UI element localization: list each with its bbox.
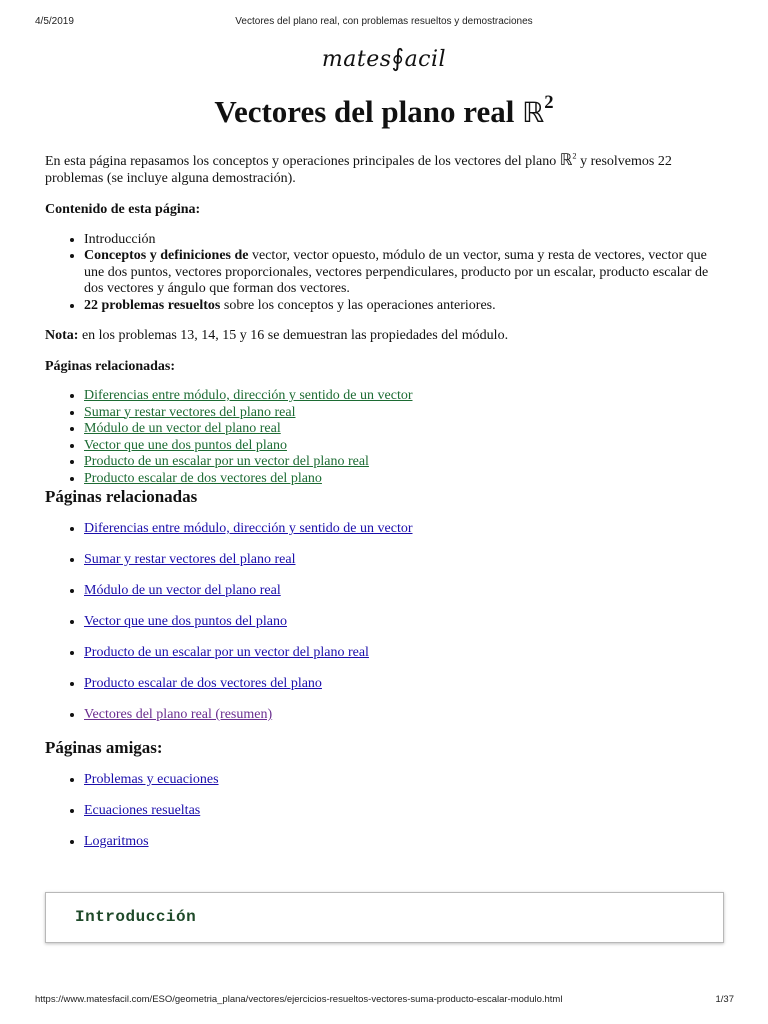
list-item <box>84 521 725 537</box>
friend-pages-heading: Páginas amigas: <box>45 738 163 757</box>
logo-text-left: mates <box>321 47 392 72</box>
related-link-module-direction[interactable]: Diferencias entre módulo, dirección y sentido de un vector <box>84 388 413 403</box>
note-label: Nota: <box>45 328 79 343</box>
list-item <box>84 552 725 568</box>
related-link-module[interactable]: Módulo de un vector del plano real <box>84 421 281 436</box>
list-item <box>84 471 725 488</box>
list-item <box>84 388 725 405</box>
contents-item <box>84 248 725 298</box>
contents-item-bold: Conceptos y definiciones de <box>84 248 249 263</box>
list-item <box>84 707 725 723</box>
related-pages-inline-list <box>45 388 725 487</box>
title-exponent: 2 <box>544 92 554 114</box>
friend-pages-list <box>45 772 725 850</box>
related-page-link[interactable]: Diferencias entre módulo, dirección y sentido de un vector <box>84 521 413 536</box>
logo-text-right: acil <box>404 47 447 72</box>
list-item <box>84 645 725 661</box>
list-item <box>84 421 725 438</box>
friend-page-link[interactable]: Ecuaciones resueltas <box>84 803 201 818</box>
introduction-section-box <box>45 892 724 943</box>
related-page-link[interactable]: Producto escalar de dos vectores del plano <box>84 676 322 691</box>
list-item <box>84 676 725 692</box>
related-link-two-points[interactable]: Vector que une dos puntos del plano <box>84 437 287 453</box>
list-item <box>84 405 725 422</box>
intro-text-2: y resolvemos 22 problemas (se incluye alguna demostración). <box>45 154 672 186</box>
real-plane-symbol: ℝ <box>522 96 545 129</box>
print-header <box>0 16 768 30</box>
related-link-dot-product[interactable]: Producto escalar de dos vectores del plano <box>84 470 322 486</box>
list-item <box>84 438 725 455</box>
print-page-number: 1/37 <box>715 994 734 1005</box>
related-link-add-subtract[interactable]: Sumar y restar vectores del plano real <box>84 404 296 420</box>
contents-item <box>84 298 725 315</box>
print-footer <box>0 994 768 1008</box>
contents-item-bold: 22 problemas resueltos <box>84 297 221 313</box>
friend-page-link[interactable]: Problemas y ecuaciones <box>84 772 219 787</box>
contents-item-text: sobre los conceptos y las operaciones anteriores. <box>220 297 496 313</box>
related-page-link[interactable]: Producto de un escalar por un vector del plano real <box>84 645 369 660</box>
logo-integral-icon: ∮ <box>391 44 405 72</box>
related-page-link-visited[interactable]: Vectores del plano real (resumen) <box>84 707 273 722</box>
contents-list <box>45 232 725 315</box>
related-pages-list <box>45 521 725 723</box>
list-item <box>84 803 725 819</box>
contents-item <box>84 232 725 249</box>
page-title <box>0 92 768 133</box>
related-link-scalar-product[interactable]: Producto de un escalar por un vector del plano real <box>84 454 369 469</box>
contents-item-text: vector, vector opuesto, módulo de un vector, suma y resta de vectores, vector que une dos puntos, vectores proporcionales, vectores perpendiculares, producto por un escalar, producto escalar de dos vectores y ángulo que forman dos vectores. <box>84 248 709 296</box>
print-date: 4/5/2019 <box>35 16 74 27</box>
intro-paragraph <box>45 152 725 187</box>
list-item <box>84 454 725 471</box>
introduction-section-title: Introducción <box>75 908 197 926</box>
intro-exponent: 2 <box>572 151 577 161</box>
related-pages-label: Páginas relacionadas: <box>45 358 176 374</box>
list-item <box>84 834 725 850</box>
intro-text-1: En esta página repasamos los conceptos y operaciones principales de los vectores del plano <box>45 154 557 169</box>
friend-page-link[interactable]: Logaritmos <box>84 834 149 849</box>
intro-real-plane-symbol: ℝ <box>559 150 573 169</box>
related-page-link[interactable]: Módulo de un vector del plano real <box>84 583 281 598</box>
list-item <box>84 614 725 630</box>
note-paragraph <box>45 328 725 345</box>
note-text: en los problemas 13, 14, 15 y 16 se demuestran las propiedades del módulo. <box>78 328 509 343</box>
print-doc-title: Vectores del plano real, con problemas resueltos y demostraciones <box>235 16 533 27</box>
related-page-link[interactable]: Sumar y restar vectores del plano real <box>84 552 296 567</box>
page-title-text: Vectores del plano real <box>214 94 515 129</box>
list-item <box>84 772 725 788</box>
contents-heading: Contenido de esta página: <box>45 202 201 217</box>
main-content <box>45 150 725 865</box>
contents-item-text: Introducción <box>84 231 156 247</box>
related-page-link[interactable]: Vector que une dos puntos del plano <box>84 614 287 629</box>
print-url: https://www.matesfacil.com/ESO/geometria_plana/vectores/ejercicios-resueltos-vectores-suma-producto-escalar-modulo.html <box>35 994 563 1005</box>
list-item <box>84 583 725 599</box>
related-pages-heading: Páginas relacionadas <box>45 487 198 506</box>
site-logo[interactable] <box>0 44 768 72</box>
